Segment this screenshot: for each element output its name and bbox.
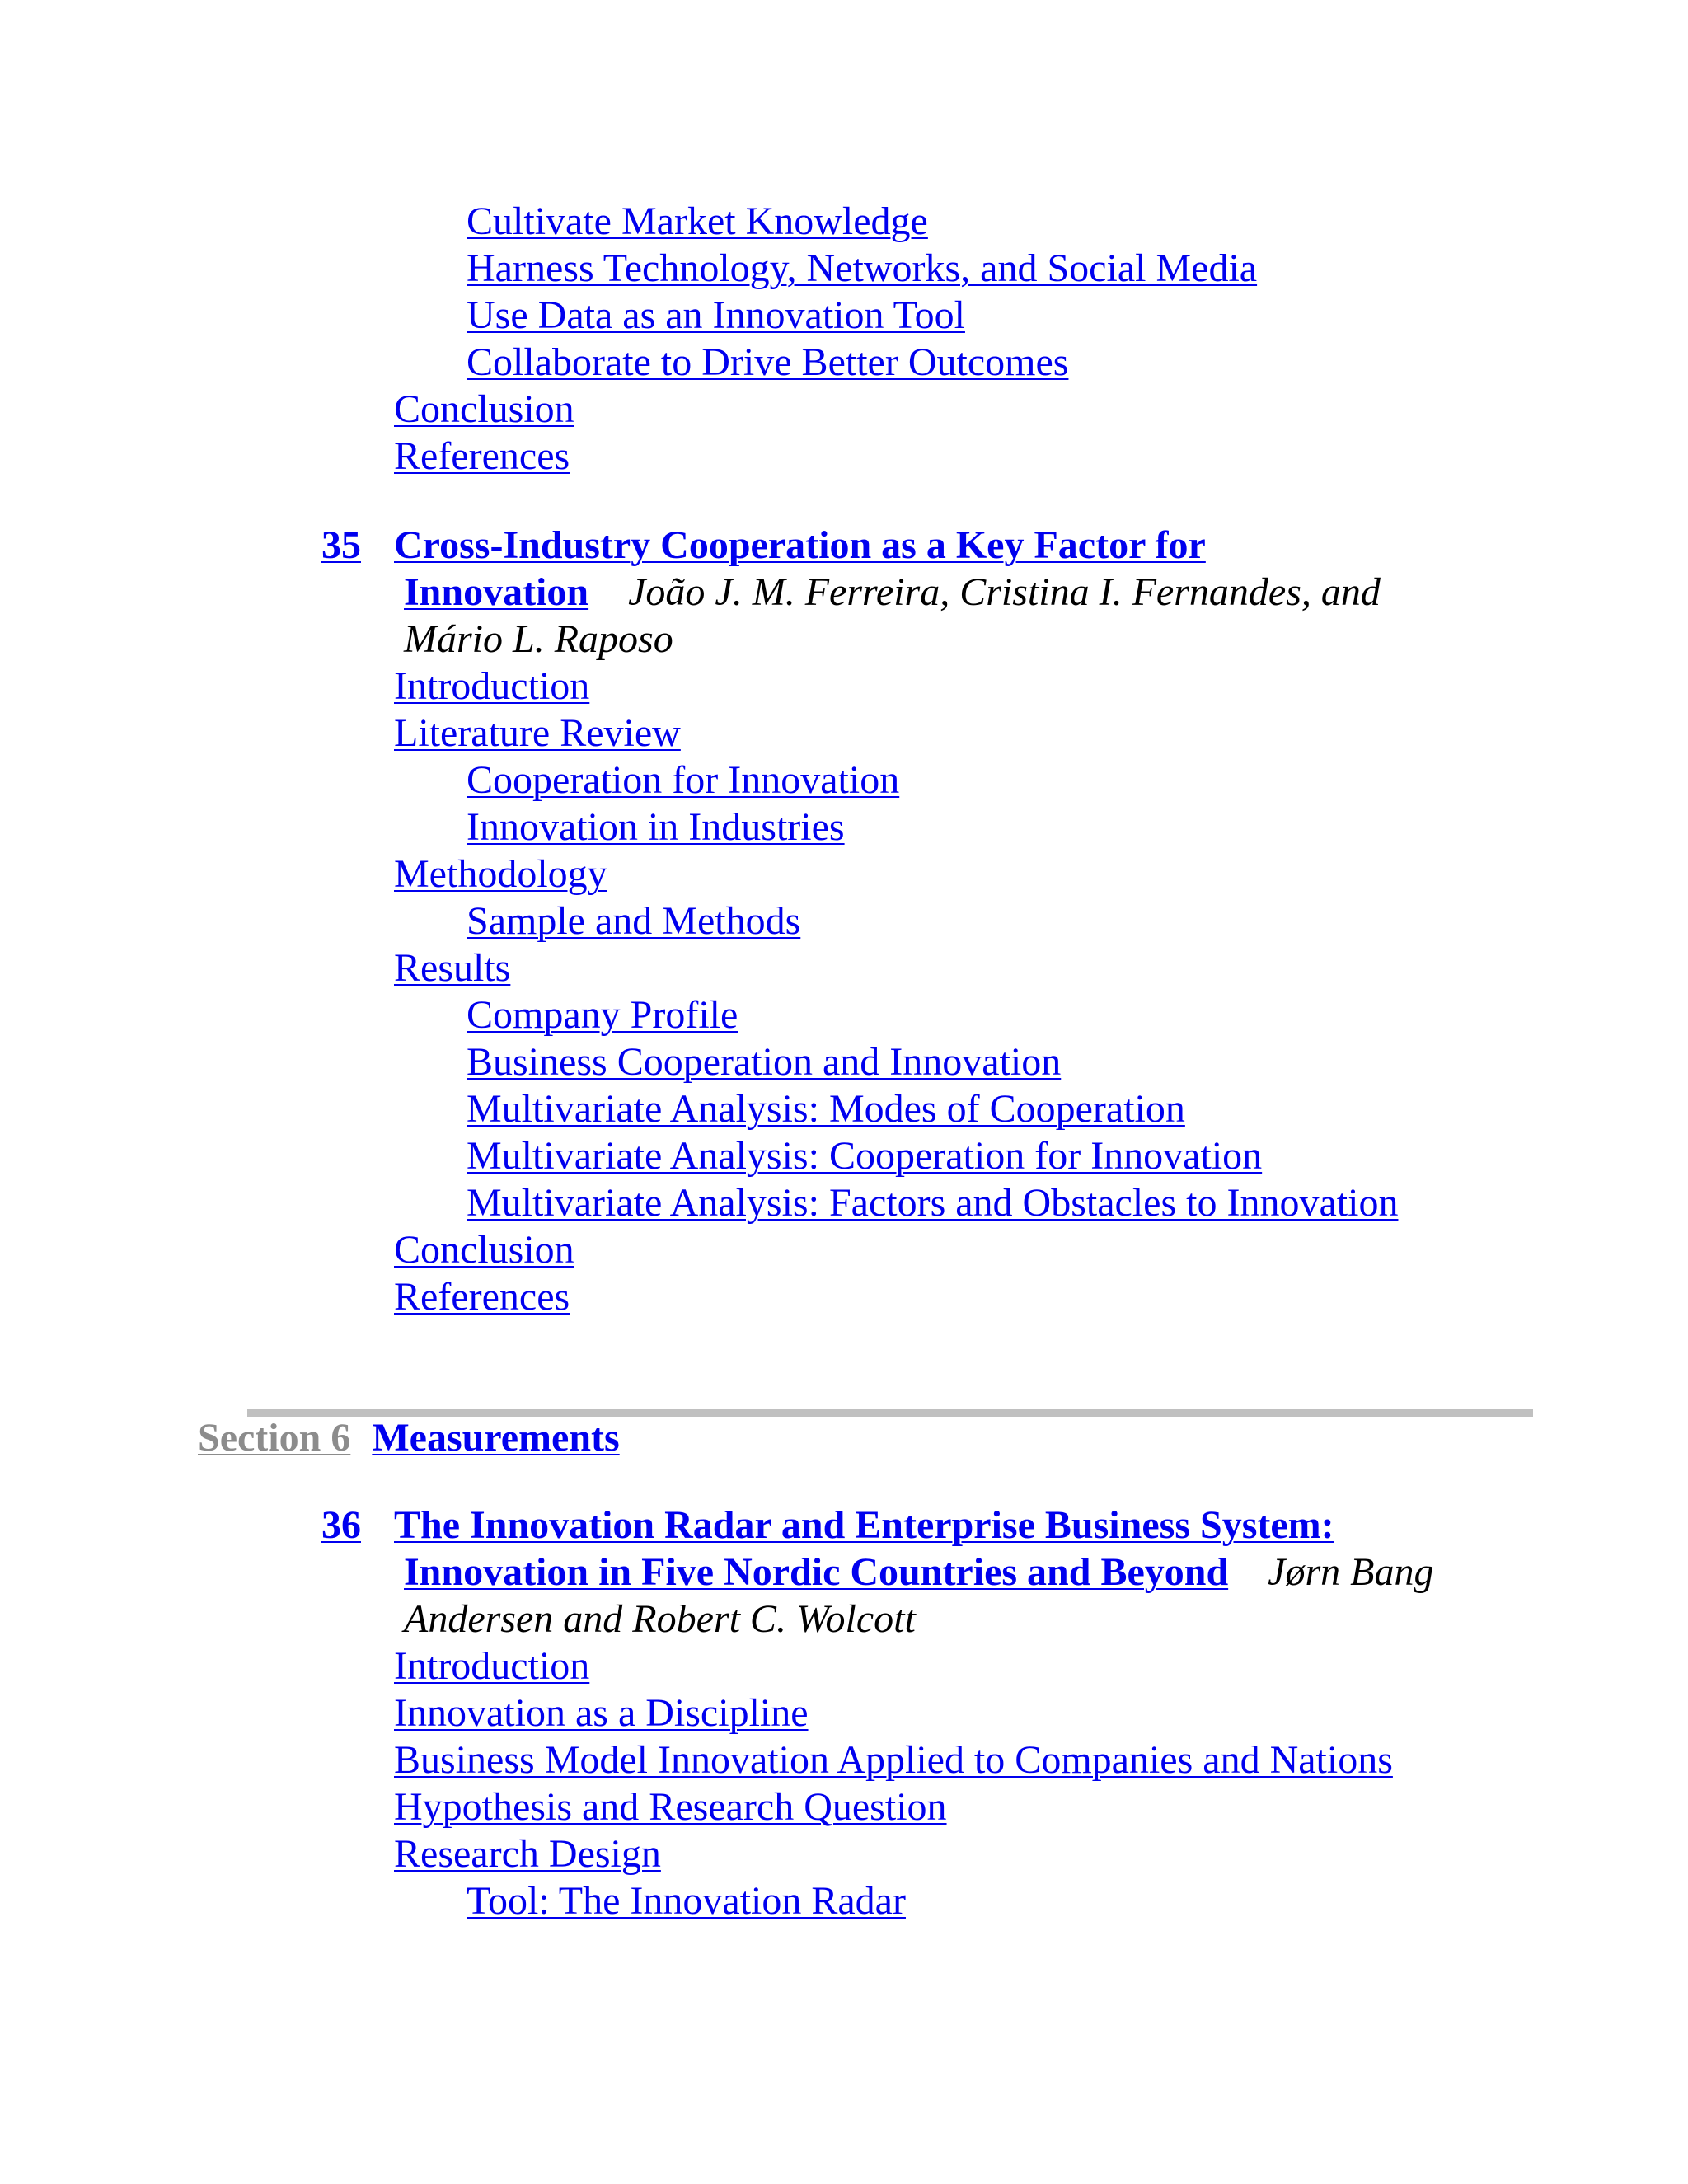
toc-entry-innovation-discipline[interactable]: Innovation as a Discipline	[394, 1691, 809, 1735]
section-label[interactable]: Section 6	[198, 1416, 351, 1460]
toc-entry-references[interactable]: References	[394, 1275, 570, 1319]
chapter-35-title-cont[interactable]: Innovation	[404, 570, 589, 614]
chapter-36-title[interactable]: The Innovation Radar and Enterprise Business System:	[394, 1503, 1334, 1547]
section-heading	[198, 1414, 620, 1461]
toc-entry-multivariate-cooperation[interactable]: Multivariate Analysis: Cooperation for Innovation	[467, 1134, 1263, 1178]
toc-entry-conclusion[interactable]: Conclusion	[394, 1228, 574, 1272]
chapter-35-heading	[321, 522, 361, 569]
toc-entry-sample-and-methods[interactable]: Sample and Methods	[467, 899, 801, 943]
chapter-35-title[interactable]: Cross-Industry Cooperation as a Key Factor for	[394, 523, 1206, 567]
chapter-36-authors-cont: Andersen and Robert C. Wolcott	[404, 1597, 916, 1641]
toc-entry-harness-technology[interactable]: Harness Technology, Networks, and Social Media	[467, 246, 1258, 290]
chapter-35-authors: João J. M. Ferreira, Cristina I. Fernandes, and	[628, 570, 1381, 614]
toc-entry-research-design[interactable]: Research Design	[394, 1832, 661, 1876]
toc-entry-innovation-in-industries[interactable]: Innovation in Industries	[467, 805, 845, 849]
chapter-number[interactable]: 35	[321, 523, 361, 567]
toc-entry-references[interactable]: References	[394, 434, 570, 478]
toc-entry-introduction[interactable]: Introduction	[394, 664, 590, 708]
toc-entry-cultivate-market-knowledge[interactable]: Cultivate Market Knowledge	[467, 199, 928, 243]
toc-entry-multivariate-factors[interactable]: Multivariate Analysis: Factors and Obstacles to Innovation	[467, 1181, 1399, 1225]
chapter-36-authors: Jørn Bang	[1268, 1550, 1434, 1594]
section-title[interactable]: Measurements	[372, 1416, 620, 1460]
toc-entry-multivariate-modes[interactable]: Multivariate Analysis: Modes of Cooperation	[467, 1087, 1185, 1131]
toc-entry-innovation-radar-tool[interactable]: Tool: The Innovation Radar	[467, 1879, 906, 1923]
chapter-36-heading	[321, 1502, 361, 1549]
chapter-36-title-cont[interactable]: Innovation in Five Nordic Countries and Beyond	[404, 1550, 1229, 1594]
toc-entry-business-cooperation[interactable]: Business Cooperation and Innovation	[467, 1040, 1062, 1084]
chapter-35-authors-cont: Mário L. Raposo	[404, 617, 673, 661]
toc-entry-conclusion[interactable]: Conclusion	[394, 387, 574, 431]
toc-entry-hypothesis[interactable]: Hypothesis and Research Question	[394, 1785, 947, 1829]
toc-entry-company-profile[interactable]: Company Profile	[467, 993, 738, 1037]
toc-entry-collaborate[interactable]: Collaborate to Drive Better Outcomes	[467, 340, 1069, 384]
toc-entry-business-model-innovation[interactable]: Business Model Innovation Applied to Companies and Nations	[394, 1738, 1393, 1782]
toc-entry-use-data[interactable]: Use Data as an Innovation Tool	[467, 293, 965, 337]
toc-entry-introduction[interactable]: Introduction	[394, 1644, 590, 1688]
toc-entry-methodology[interactable]: Methodology	[394, 852, 607, 896]
toc-entry-cooperation-for-innovation[interactable]: Cooperation for Innovation	[467, 758, 900, 802]
chapter-number[interactable]: 36	[321, 1503, 361, 1547]
toc-entry-results[interactable]: Results	[394, 946, 511, 990]
toc-entry-literature-review[interactable]: Literature Review	[394, 711, 681, 755]
